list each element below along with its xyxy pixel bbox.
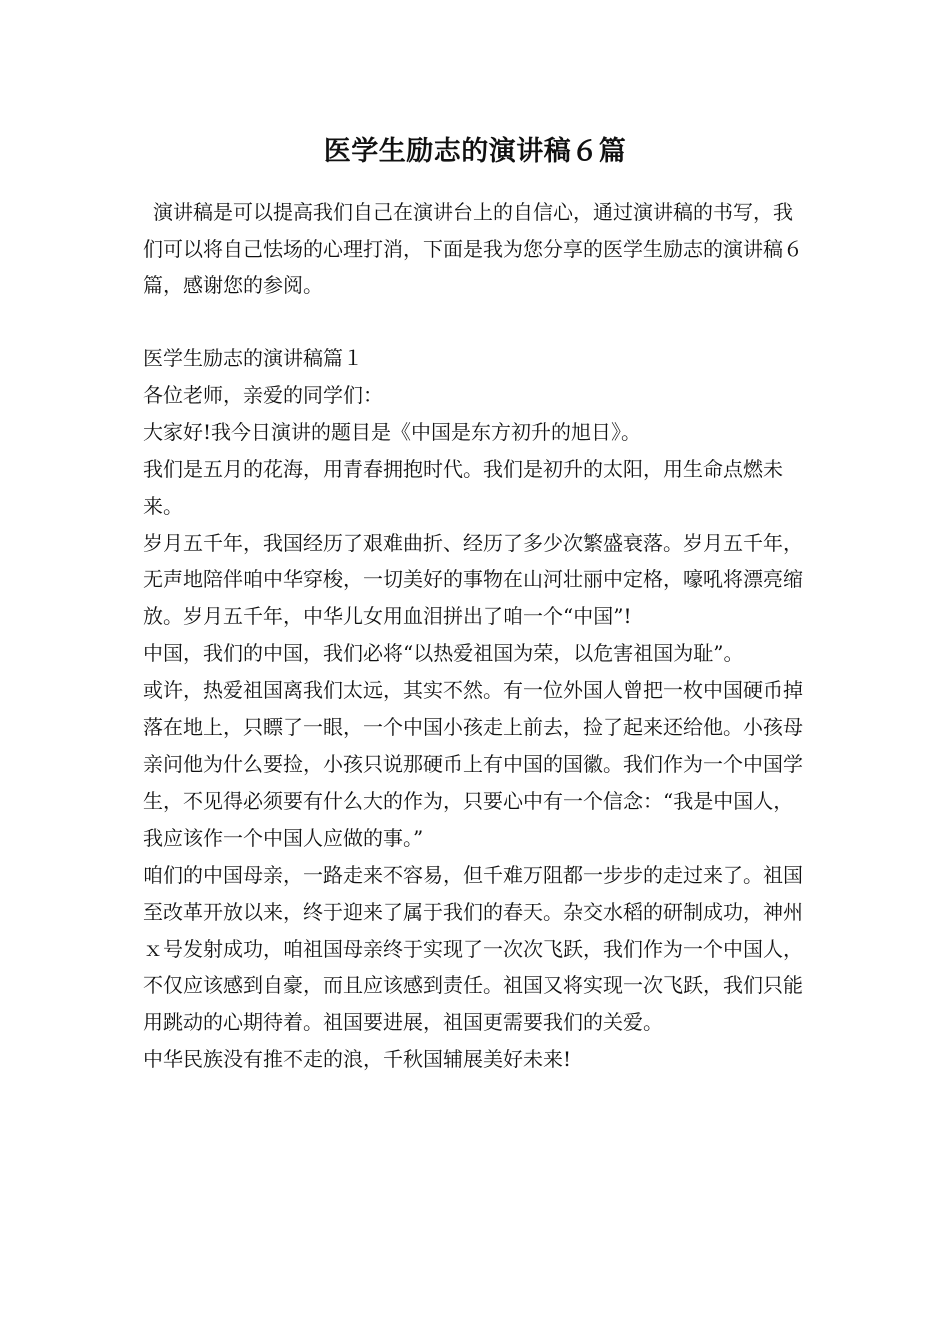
paragraph: 岁月五千年，我国经历了艰难曲折、经历了多少次繁盛衰落。岁月五千年，无声地陪伴咱中华穿梭，一切美好的事物在山河壮丽中定格，嚎吼将漂亮缩放。岁月五千年，中华儿女用血泪拼出了咱一个“中国”! [143,530,803,629]
paragraph-greeting: 各位老师，亲爱的同学们： [143,382,383,407]
intro-paragraph: 演讲稿是可以提高我们自己在演讲台上的自信心，通过演讲稿的书写，我们可以将自己怯场的心理打消，下面是我为您分享的医学生励志的演讲稿６篇，感谢您的参阅。 [143,200,803,297]
paragraph: 咱们的中国母亲，一路走来不容易，但千难万阻都一步步的走过来了。祖国至改革开放以来，终于迎来了属于我们的春天。杂交水稻的研制成功，神州ｘ号发射成功，咱祖国母亲终于实现了一次次飞跃，我们作为一个中国人，不仅应该感到自豪，而且应该感到责任。祖国又将实现一次飞跃，我们只能用跳动的心期待着。祖国要进展，祖国更需要我们的关爱。 [143,862,803,1035]
paragraph: 中华民族没有推不走的浪，千秋国辅展美好未来! [143,1047,572,1072]
paragraph: 中国，我们的中国，我们必将“以热爱祖国为荣，以危害祖国为耻”。 [143,641,744,666]
section-heading: 医学生励志的演讲稿篇１ [143,346,363,370]
paragraph-topic: 大家好!我今日演讲的题目是《中国是东方初升的旭日》。 [143,419,642,444]
paragraph: 或许，热爱祖国离我们太远，其实不然。有一位外国人曾把一枚中国硬币掉落在地上，只瞟了一眼，一个中国小孩走上前去，捡了起来还给他。小孩母亲问他为什么要捡，小孩只说那硬币上有中国的国徽。我们作为一个中国学生，不见得必须要有什么大的作为，只要心中有一个信念：“我是中国人，我应该作一个中国人应做的事。” [143,678,803,850]
speech-body [143,340,811,1078]
paragraph: 我们是五月的花海，用青春拥抱时代。我们是初升的太阳，用生命点燃未来。 [143,456,783,518]
document-title: 医学生励志的演讲稿６篇 [323,136,627,167]
